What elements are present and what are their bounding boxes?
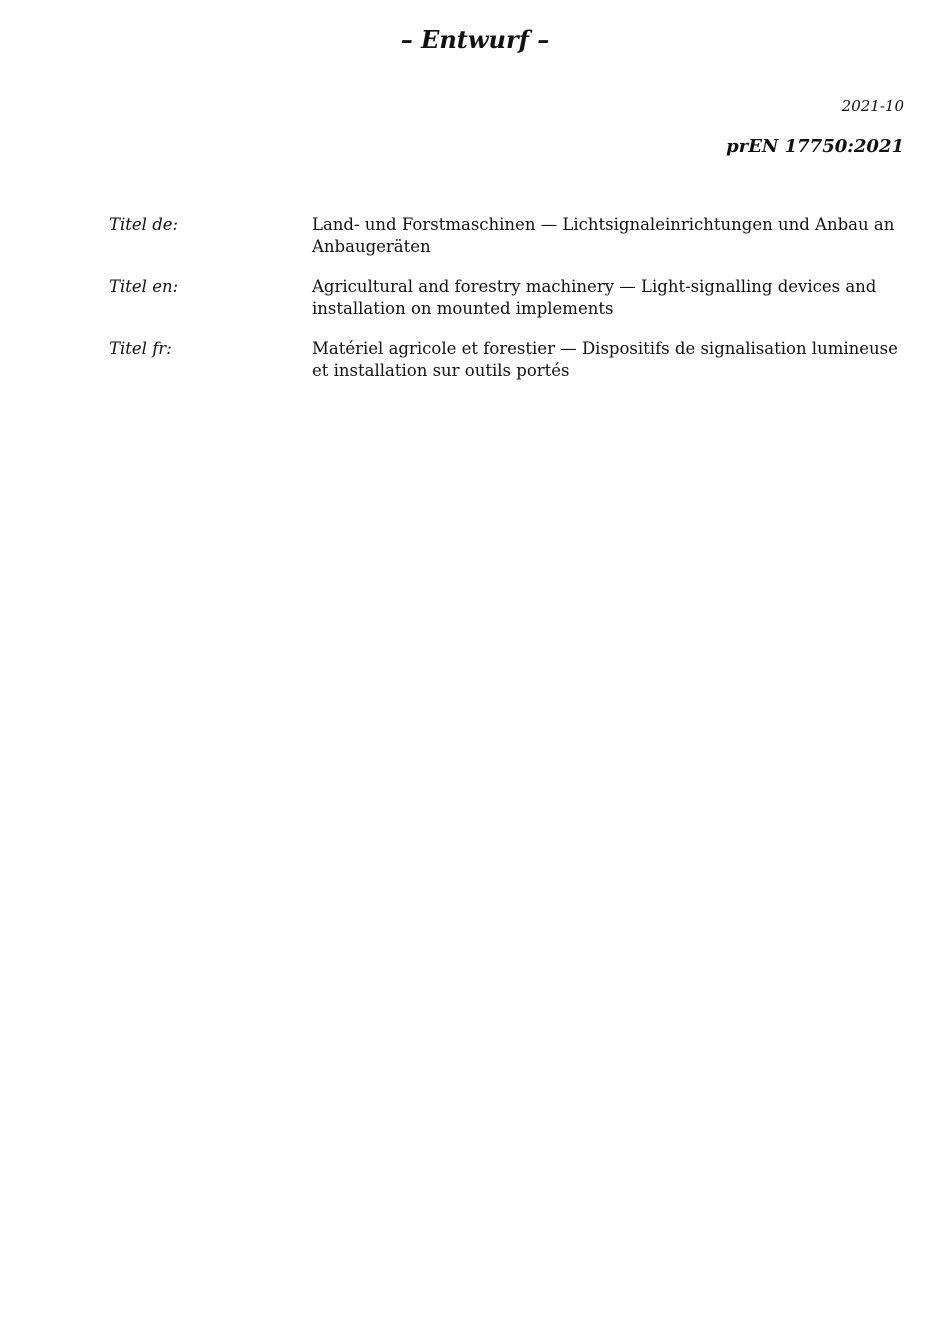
title-row-en [109,276,909,320]
title-text-en: Agricultural and forestry machinery — Light-signalling devices and installation on mounted implements [312,277,877,318]
title-label-en: Titel en: [109,277,179,296]
document-date: 2021-10 [841,97,904,115]
draft-status-heading: – Entwurf – [400,25,550,54]
document-number: prEN 17750:2021 [726,136,904,157]
title-label-de: Titel de: [109,215,179,234]
title-label-fr: Titel fr: [109,339,172,358]
titles-table [109,214,909,400]
title-text-de: Land- und Forstmaschinen — Lichtsignaleinrichtungen und Anbau an Anbaugeräten [312,215,895,256]
title-text-fr: Matériel agricole et forestier — Dispositifs de signalisation lumineuse et installation sur outils portés [312,339,898,380]
title-row-de [109,214,909,258]
title-row-fr [109,338,909,382]
